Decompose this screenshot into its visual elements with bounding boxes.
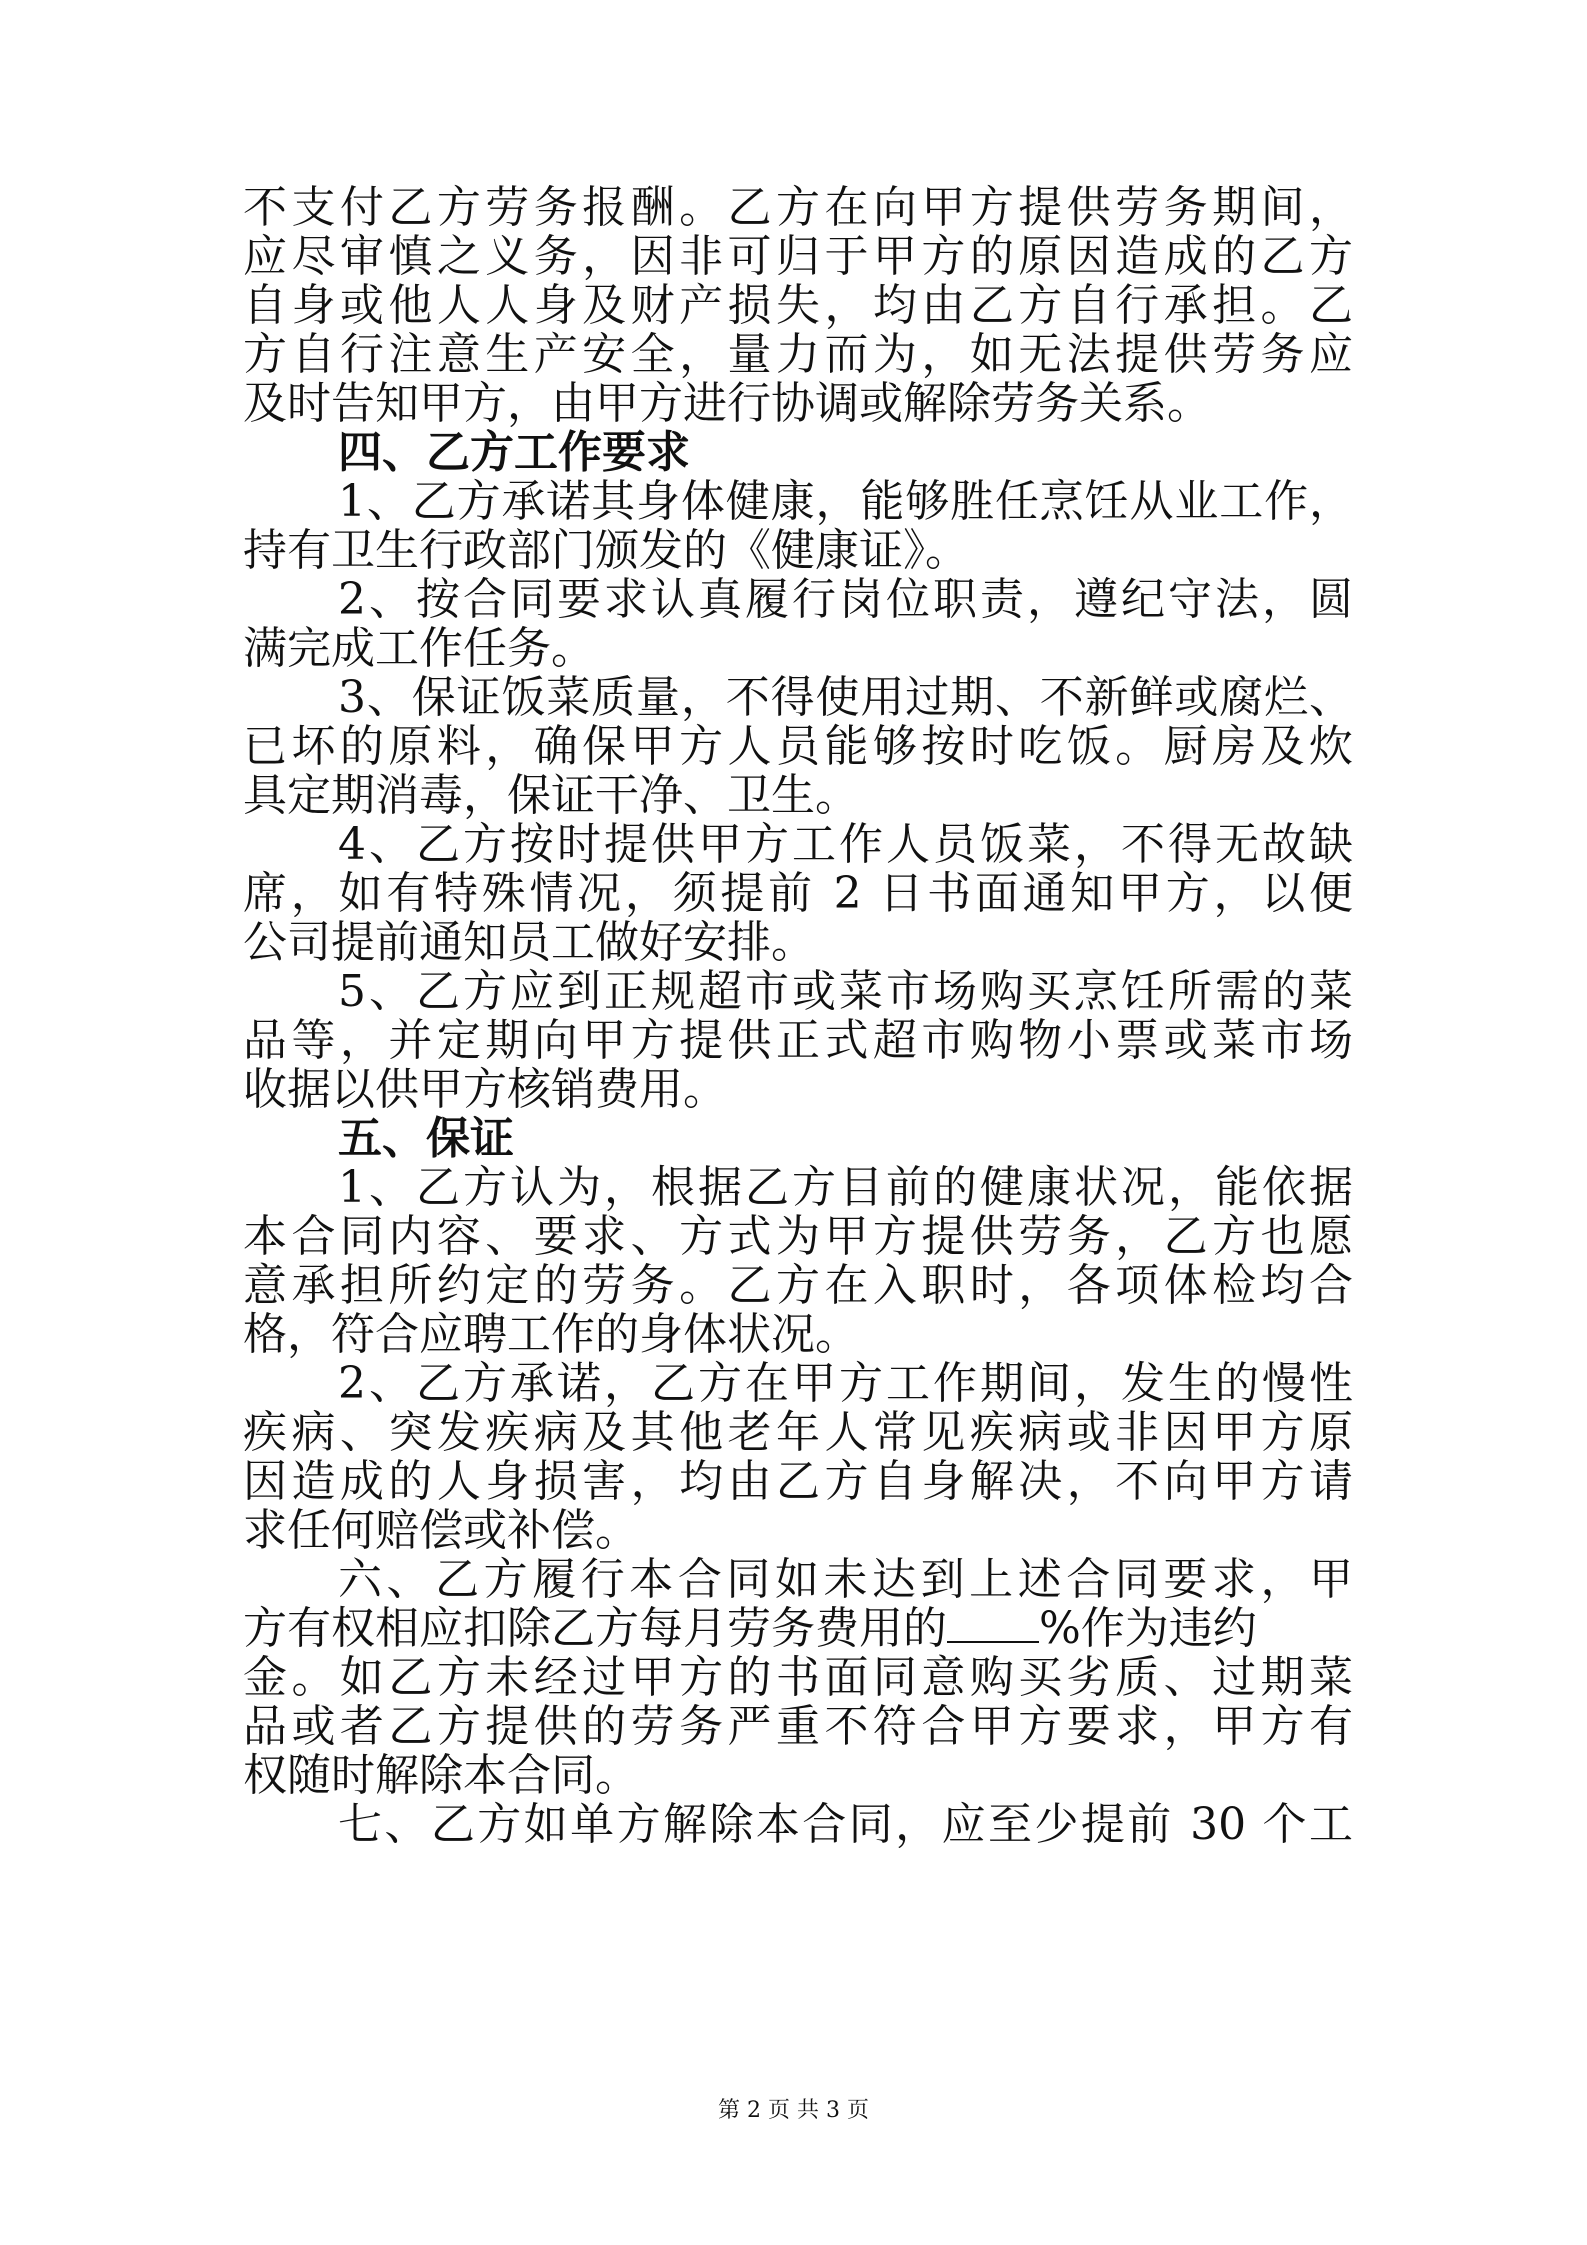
text-line: 公司提前通知员工做好安排。 xyxy=(243,918,815,967)
text-line: 席，如有特殊情况，须提前 2 日书面通知甲方，以便 xyxy=(243,869,1353,918)
penalty-percent-blank xyxy=(947,1607,1039,1643)
page-footer xyxy=(0,2096,1587,2126)
text-line: 1、乙方认为，根据乙方目前的健康状况，能依据 xyxy=(338,1163,1353,1212)
penalty-text-after: %作为违约 xyxy=(1039,1604,1257,1653)
text-line: 收据以供甲方核销费用。 xyxy=(243,1065,727,1114)
text-line: 因造成的人身损害，均由乙方自身解决，不向甲方请 xyxy=(243,1457,1353,1506)
text-line: 2、乙方承诺，乙方在甲方工作期间，发生的慢性 xyxy=(338,1359,1353,1408)
text-line: 4、乙方按时提供甲方工作人员饭菜，不得无故缺 xyxy=(338,820,1353,869)
text-line: 及时告知甲方，由甲方进行协调或解除劳务关系。 xyxy=(243,379,1211,428)
text-line: 满完成工作任务。 xyxy=(243,624,595,673)
text-line: 5、乙方应到正规超市或菜市场购买烹饪所需的菜 xyxy=(338,967,1353,1016)
text-line: 品等，并定期向甲方提供正式超市购物小票或菜市场 xyxy=(243,1016,1353,1065)
text-line: 金。如乙方未经过甲方的书面同意购买劣质、过期菜 xyxy=(243,1653,1353,1702)
text-line: 自身或他人人身及财产损失，均由乙方自行承担。乙 xyxy=(243,281,1353,330)
section-seven-line: 七、乙方如单方解除本合同，应至少提前 30 个工 xyxy=(338,1800,1353,1849)
text-line: 已坏的原料，确保甲方人员能够按时吃饭。厨房及炊 xyxy=(243,722,1353,771)
document-body xyxy=(243,183,1353,1849)
text-line: 不支付乙方劳务报酬。乙方在向甲方提供劳务期间， xyxy=(243,183,1353,232)
text-line: 3、保证饭菜质量，不得使用过期、不新鲜或腐烂、 xyxy=(338,673,1353,722)
text-line: 品或者乙方提供的劳务严重不符合甲方要求，甲方有 xyxy=(243,1702,1353,1751)
text-line: 疾病、突发疾病及其他老年人常见疾病或非因甲方原 xyxy=(243,1408,1353,1457)
section-six-line: 六、乙方履行本合同如未达到上述合同要求，甲 xyxy=(338,1555,1353,1604)
text-line: 求任何赔偿或补偿。 xyxy=(243,1506,639,1555)
text-line: 持有卫生行政部门颁发的《健康证》。 xyxy=(243,526,969,575)
text-line: 本合同内容、要求、方式为甲方提供劳务，乙方也愿 xyxy=(243,1212,1353,1261)
text-line: 意承担所约定的劳务。乙方在入职时，各项体检均合 xyxy=(243,1261,1353,1310)
text-line: 具定期消毒，保证干净、卫生。 xyxy=(243,771,859,820)
section-heading-five: 五、保证 xyxy=(338,1114,514,1163)
penalty-line xyxy=(243,1604,1353,1653)
text-line: 应尽审慎之义务，因非可归于甲方的原因造成的乙方 xyxy=(243,232,1353,281)
penalty-text-before: 方有权相应扣除乙方每月劳务费用的 xyxy=(243,1604,947,1653)
section-heading-four: 四、乙方工作要求 xyxy=(338,428,690,477)
text-line: 1、乙方承诺其身体健康，能够胜任烹饪从业工作， xyxy=(338,477,1353,526)
text-line: 方自行注意生产安全，量力而为，如无法提供劳务应 xyxy=(243,330,1353,379)
text-line: 格，符合应聘工作的身体状况。 xyxy=(243,1310,859,1359)
text-line: 2、按合同要求认真履行岗位职责，遵纪守法，圆 xyxy=(338,575,1353,624)
page-number-label: 第 2 页 共 3 页 xyxy=(718,2098,869,2123)
text-line: 权随时解除本合同。 xyxy=(243,1751,639,1800)
